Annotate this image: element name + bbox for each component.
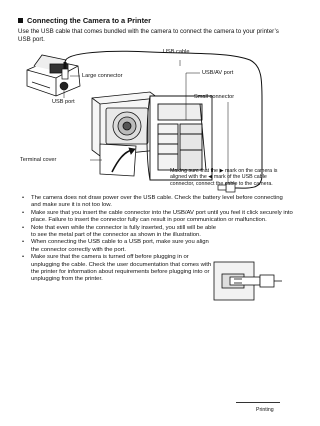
- list-item: • Note that even while the connector is fully inserted, you still will be able to see the metal part of the connector as shown in the illustration.: [22, 225, 216, 240]
- list-item: • Make sure that the camera is turned off before plugging in or unplugging the cable. Check the user documentation that comes with the printer for information about requirements before plugging into or unplugging from the printer.: [22, 254, 216, 284]
- connector-inset-illustration: [212, 260, 284, 304]
- large-connector-label: Large connector: [82, 73, 123, 79]
- usb-port-icon: [60, 82, 68, 90]
- usb-cable-label: USB cable: [163, 49, 190, 55]
- section-title-text: Connecting the Camera to a Printer: [27, 16, 152, 25]
- printer-icon: [27, 55, 80, 96]
- small-connector-label: Small connector: [194, 94, 235, 100]
- alignment-note: Making sure that the ▶ mark on the camera is aligned with the ◀ mark of the USB cable connector, connect the cable to the camera.: [170, 168, 278, 187]
- terminal-cover-label: Terminal cover: [20, 157, 57, 163]
- intro-paragraph: Use the USB cable that comes bundled with the camera to connect the camera to your printer’s USB port.: [18, 28, 279, 44]
- usb-port-label: USB port: [52, 99, 75, 105]
- list-item: • When connecting the USB cable to a USB port, make sure you align the connector correctly with the port.: [22, 239, 216, 254]
- usb-av-port-label: USB/AV port: [202, 70, 234, 76]
- list-item: • The camera does not draw power over the USB cable. Check the battery level before connecting and make sure it is not too low.: [22, 195, 293, 210]
- terminal-cover-icon: [100, 144, 136, 176]
- list-item: • Make sure that you insert the cable connector into the USB/AV port until you feel it click securely into place. Failure to insert the connector fully can result in poor communication or malfunction.: [22, 210, 293, 225]
- footer-rule: [236, 402, 280, 403]
- footer-page-label: Printing: [256, 407, 274, 413]
